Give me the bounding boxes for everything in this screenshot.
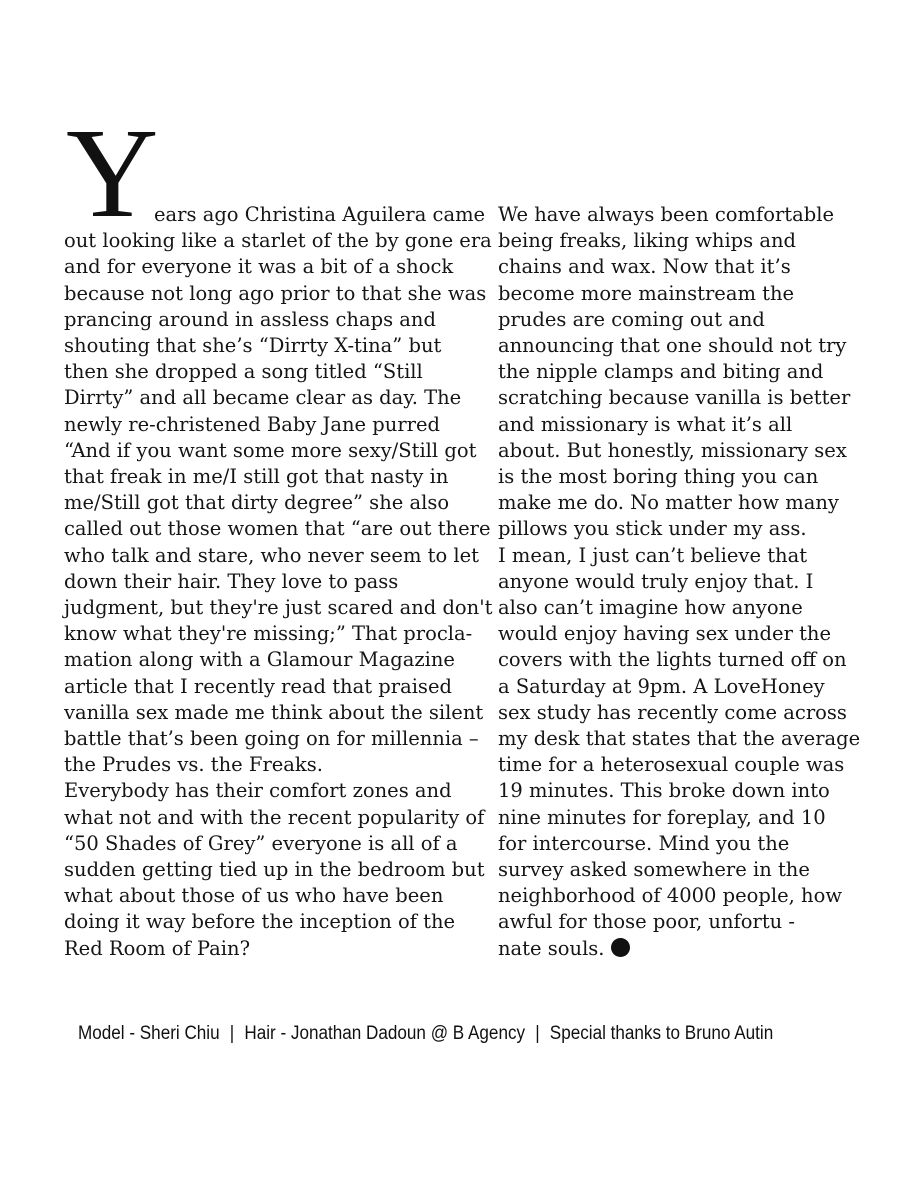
model-name: Sheri Chiu [139,1023,220,1044]
text-line: newly re-christened Baby Jane purred [64,412,440,436]
text-line: “And if you want some more sexy/Still got [64,438,477,462]
text-line: about. But honestly, missionary sex [498,438,847,462]
text-line: mation along with a Glamour Magazine [64,648,455,672]
text-line: because not long ago prior to that she was [64,281,487,305]
credits-divider: | [535,1023,540,1044]
credits-divider: | [229,1023,235,1044]
text-line: Everybody has their comfort zones and [64,779,452,803]
text-line: covers with the lights turned off on [498,648,847,672]
text-line: the Prudes vs. the Freaks. [64,753,323,777]
text-line: pillows you stick under my ass. [498,517,807,541]
text-line: “50 Shades of Grey” everyone is all of a [64,831,458,855]
text-line: sudden getting tied up in the bedroom but [64,858,485,882]
text-line: nine minutes for foreplay, and 10 [498,805,826,829]
text-line: sex study has recently come across [498,700,847,724]
text-line: is the most boring thing you can [498,465,819,489]
text-line: neighborhood of 4000 people, how [498,884,843,908]
text-line: me/Still got that dirty degree” she also [64,491,450,515]
text-line: what not and with the recent popularity of [64,805,485,829]
text-line: Dirrty” and all became clear as day. The [64,386,462,410]
text-line: called out those women that “are out there [64,517,491,541]
text-line: being freaks, liking whips and [498,229,797,253]
drop-cap-letter: Y [66,102,159,244]
text-line: prudes are coming out and [498,307,765,331]
text-line: shouting that she’s “Dirrty X-tina” but [64,334,442,358]
text-line: Red Room of Pain? [64,936,251,960]
text-line: would enjoy having sex under the [498,622,832,646]
text-line: battle that’s been going on for millennia – [64,727,479,751]
text-line: We have always been comfortable [498,203,835,226]
text-line: 19 minutes. This broke down into [498,779,830,803]
text-line: also can’t imagine how anyone [498,596,803,620]
text-line: announcing that one should not try [498,334,847,358]
text-line: out looking like a starlet of the by gone era [64,229,492,253]
text-line: and missionary is what it’s all [498,412,793,436]
text-line: anyone would truly enjoy that. I [498,569,814,593]
article-left-column [64,202,493,962]
text-line: scratching because vanilla is better [498,386,851,410]
text-line: a Saturday at 9pm. A LoveHoney [498,674,825,698]
photo-credits [78,1021,780,1047]
hair-label: Hair - [244,1023,287,1044]
text-line: my desk that states that the average [498,727,861,751]
text-line: survey asked somewhere in the [498,858,810,882]
text-line: article that I recently read that praised [64,674,452,698]
text-line: make me do. No matter how many [498,491,839,515]
text-line: vanilla sex made me think about the silent [64,700,484,724]
end-mark-dot-icon [611,938,630,957]
last-text-line [498,936,858,962]
text-line: down their hair. They love to pass [64,569,399,593]
text-line: chains and wax. Now that it’s [498,255,791,279]
text-line: for intercourse. Mind you the [498,831,790,855]
model-label: Model - [78,1023,136,1044]
text-line: prancing around in assless chaps and [64,307,436,331]
text-line: time for a heterosexual couple was [498,753,845,777]
text-line: doing it way before the inception of the [64,910,456,934]
text-line-end: nate souls. [498,936,605,960]
text-line: then she dropped a song titled “Still [64,360,423,384]
text-line: the nipple clamps and biting and [498,360,824,384]
text-line: know what they're missing;” That procla- [64,622,473,646]
article-right-column [498,202,861,962]
text-line: what about those of us who have been [64,884,444,908]
text-line: ears ago Christina Aguilera came [154,203,486,226]
text-line: who talk and stare, who never seem to let [64,543,480,567]
text-line: awful for those poor, unfortu - [498,910,796,934]
hair-name: Jonathan Dadoun @ B Agency [290,1023,526,1044]
text-line: become more mainstream the [498,281,795,305]
special-thanks: Special thanks to Bruno Autin [549,1023,774,1044]
text-line: judgment, but they're just scared and don't [64,596,493,620]
text-line: I mean, I just can’t believe that [498,543,808,567]
text-line: that freak in me/I still got that nasty in [64,465,449,489]
text-line: and for everyone it was a bit of a shock [64,255,454,279]
